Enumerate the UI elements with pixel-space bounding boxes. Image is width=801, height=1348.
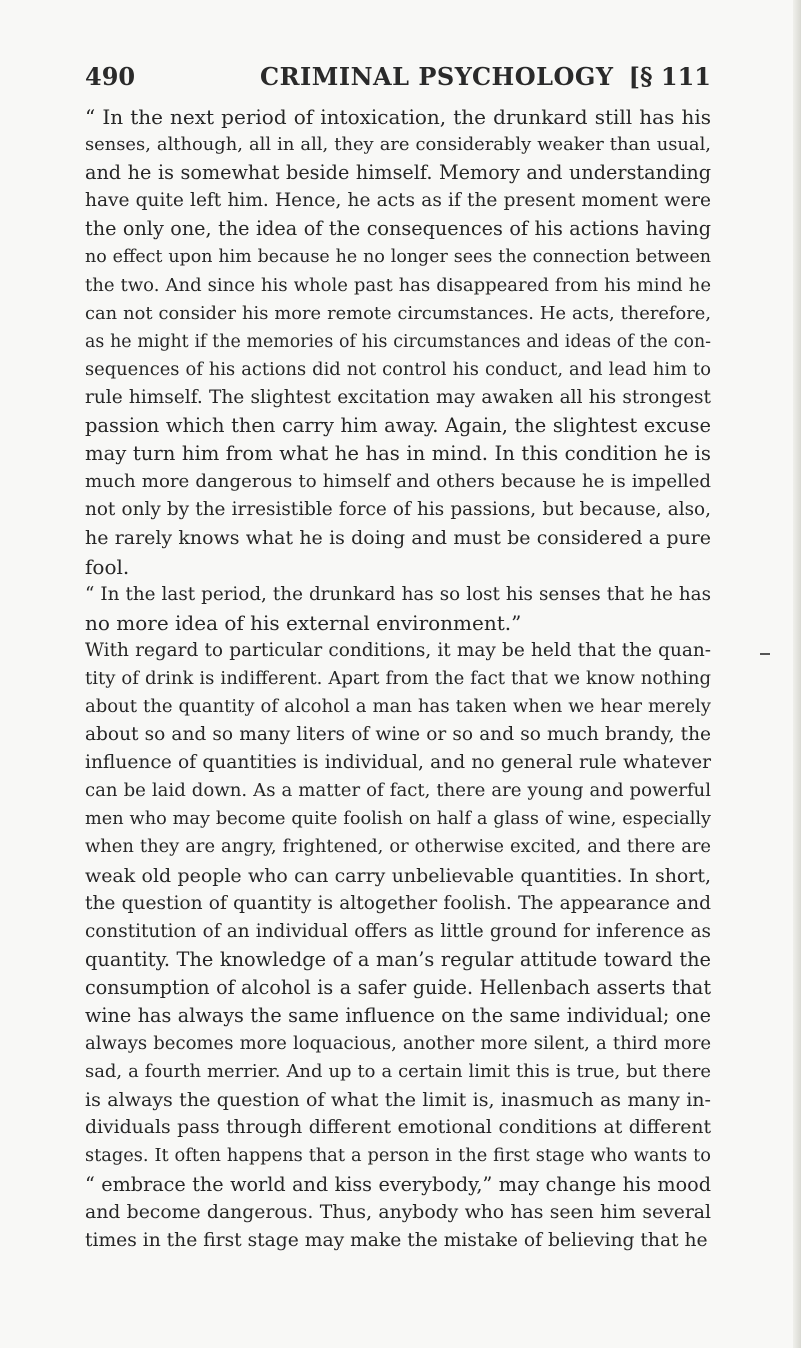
text-line: no effect upon him because he no longer sees the connection between <box>85 247 711 268</box>
text-line: sad, a fourth merrier. And up to a certain limit this is true, but there <box>85 1061 711 1083</box>
text-line: constitution of an individual offers as little ground for inference as <box>85 920 711 942</box>
text-line: and become dangerous. Thus, anybody who has seen him several <box>85 1201 711 1223</box>
text-line: “ In the last period, the drunkard has so lost his senses that he has <box>85 583 711 605</box>
text-line: and he is somewhat beside himself. Memory and understanding <box>85 161 711 185</box>
margin-mark <box>760 653 770 655</box>
text-line: not only by the irresistible force of his passions, but because, also, <box>85 499 711 521</box>
text-line: may turn him from what he has in mind. In this condition he is <box>85 442 711 466</box>
text-line: no more idea of his external environment.” <box>85 610 522 635</box>
text-line: rule himself. The slightest excitation may awaken all his strongest <box>85 386 711 408</box>
page-edge-shadow <box>793 0 801 1348</box>
text-line: sequences of his actions did not control his conduct, and lead him to <box>85 358 711 380</box>
text-line: the question of quantity is altogether foolish. The appearance and <box>85 892 711 914</box>
text-line: about so and so many liters of wine or so and so much brandy, the <box>85 724 711 746</box>
text-line: much more dangerous to himself and others because he is impelled <box>85 471 711 493</box>
text-line: when they are angry, frightened, or otherwise excited, and there are <box>85 836 711 858</box>
running-title: CRIMINAL PSYCHOLOGY <box>260 62 614 91</box>
text-line: he rarely knows what he is doing and must be considered a pure <box>85 527 711 550</box>
body-text <box>85 103 711 1255</box>
text-line: dividuals pass through different emotional conditions at different <box>85 1117 711 1139</box>
text-line: as he might if the memories of his circumstances and ideas of the con- <box>85 331 711 352</box>
section-marker: [§ 111 <box>628 62 711 91</box>
text-line: can be laid down. As a matter of fact, there are young and powerful <box>85 780 711 802</box>
text-line: wine has always the same influence on the same individual; one <box>85 1004 711 1027</box>
running-header <box>85 62 711 96</box>
text-line: have quite left him. Hence, he acts as if the present moment were <box>85 190 711 212</box>
text-line: about the quantity of alcohol a man has taken when we hear merely <box>85 695 711 717</box>
text-line: With regard to particular conditions, it may be held that the quan- <box>85 639 711 661</box>
text-line: the only one, the idea of the consequences of his actions having <box>85 217 711 241</box>
text-line: “ embrace the world and kiss everybody,” may change his mood <box>85 1172 711 1196</box>
text-line: the two. And since his whole past has disappeared from his mind he <box>85 274 711 296</box>
text-line: passion which then carry him away. Again, the slightest excuse <box>85 414 711 438</box>
page-number: 490 <box>85 62 136 91</box>
text-line: weak old people who can carry unbelievable quantities. In short, <box>85 864 711 887</box>
text-line: times in the first stage may make the mistake of believing that he <box>85 1229 708 1251</box>
text-line: quantity. The knowledge of a man’s regular attitude toward the <box>85 947 711 971</box>
text-line: senses, although, all in all, they are considerably weaker than usual, <box>85 134 711 156</box>
text-line: fool. <box>85 554 130 579</box>
text-line: men who may become quite foolish on half a glass of wine, especially <box>85 809 711 830</box>
text-line: always becomes more loquacious, another more silent, a third more <box>85 1033 711 1055</box>
text-line: stages. It often happens that a person in the first stage who wants to <box>85 1145 711 1167</box>
text-line: consumption of alcohol is a safer guide. Hellenbach asserts that <box>85 975 711 999</box>
text-line: is always the question of what the limit is, inasmuch as many in- <box>85 1089 711 1112</box>
text-line: can not consider his more remote circumstances. He acts, therefore, <box>85 302 711 324</box>
text-line: influence of quantities is individual, and no general rule whatever <box>85 752 711 774</box>
text-line: “ In the next period of intoxication, the drunkard still has his <box>85 105 711 129</box>
text-line: tity of drink is indifferent. Apart from the fact that we know nothing <box>85 667 711 689</box>
